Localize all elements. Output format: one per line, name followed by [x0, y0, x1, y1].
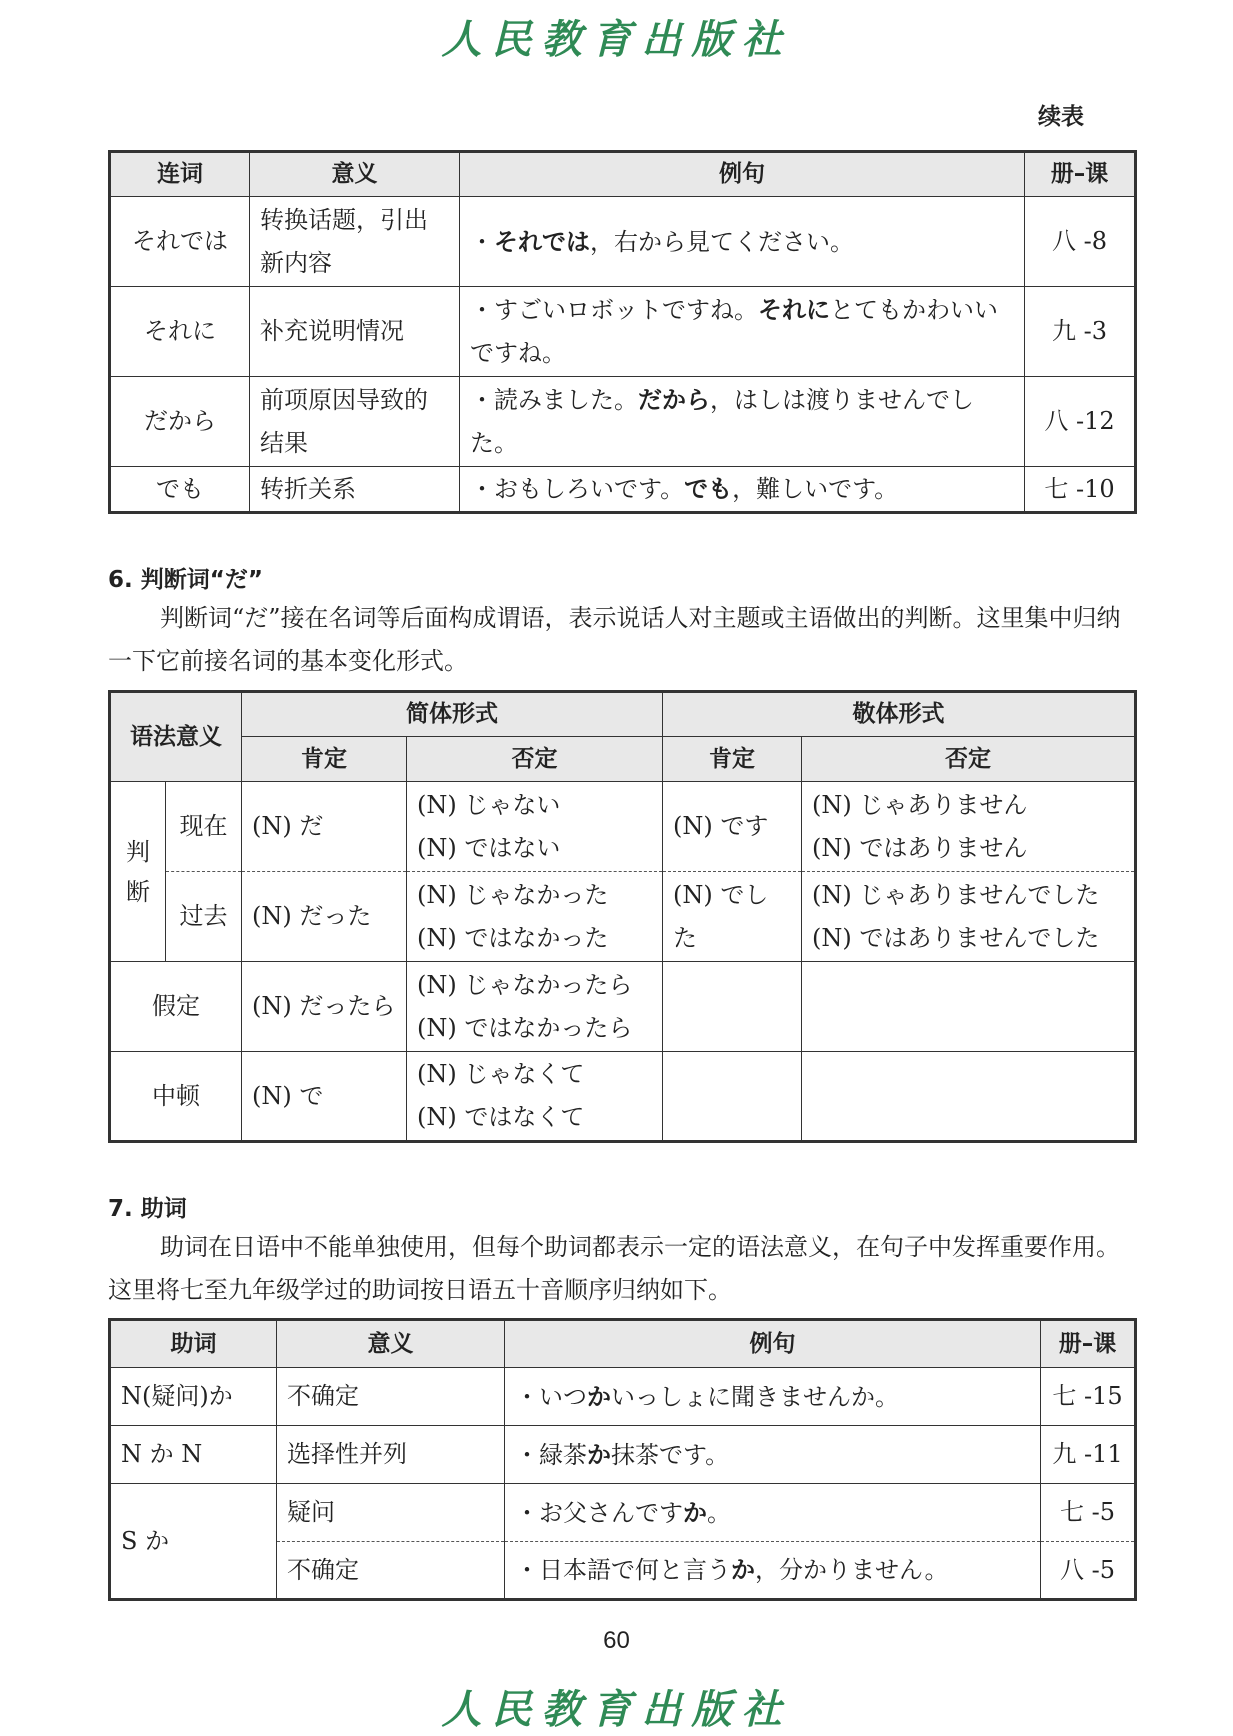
table-row: [110, 1368, 1136, 1426]
negative-header: 否定: [407, 737, 663, 782]
form-text: (N) じゃなくて: [417, 1060, 585, 1088]
lesson-ref-cell: 七 -10: [1025, 467, 1136, 513]
example-keyword: それでは: [494, 226, 590, 256]
pause-label: 中顿: [110, 1052, 242, 1142]
meaning-cell: 前项原因导致的结果: [250, 377, 460, 467]
affirmative-header: 肯定: [242, 737, 407, 782]
polite-affirmative-cell: (N) です: [663, 782, 802, 872]
particle-cell: S か: [110, 1484, 277, 1600]
conjunction-table: [108, 150, 1137, 514]
plain-negative-cell: [407, 1052, 663, 1142]
affirmative-header: 肯定: [663, 737, 802, 782]
copula-form-table: [108, 690, 1137, 1143]
example-cell: [505, 1368, 1041, 1426]
col-header: 例句: [460, 152, 1025, 197]
particle-table: [108, 1318, 1137, 1601]
meaning-cell: 不确定: [277, 1542, 505, 1600]
table-row: [110, 962, 1136, 1052]
example-text: ，分かりません。: [755, 1556, 949, 1584]
table-row: [110, 287, 1136, 377]
example-text: ・日本語で何と言う: [515, 1556, 731, 1584]
polite-form-header: 敬体形式: [663, 692, 1136, 737]
example-text: ・読みました。: [470, 386, 638, 414]
plain-affirmative-cell: (N) で: [242, 1052, 407, 1142]
section-heading: 7. 助词: [108, 1196, 187, 1222]
form-text: (N) じゃなかったら: [417, 970, 633, 999]
meaning-cell: 转换话题，引出新内容: [250, 197, 460, 287]
example-text: ・: [470, 227, 494, 256]
table-row: [110, 197, 1136, 287]
lesson-ref-cell: 九 -3: [1025, 287, 1136, 377]
example-text: 。: [707, 1498, 731, 1527]
meaning-cell: 疑问: [277, 1484, 505, 1542]
example-cell: [460, 467, 1025, 513]
meaning-cell: 不确定: [277, 1368, 505, 1426]
table-row: [110, 1426, 1136, 1484]
example-text: ，難しいです。: [732, 475, 899, 503]
negative-header: 否定: [802, 737, 1136, 782]
grammar-meaning-header: 语法意义: [110, 692, 242, 782]
example-keyword: それに: [758, 295, 830, 324]
meaning-cell: 选择性并列: [277, 1426, 505, 1484]
lesson-ref-cell: 八 -5: [1041, 1542, 1136, 1600]
section-paragraph: 判断词“だ”接在名词等后面构成谓语，表示说话人对主题或主语做出的判断。这里集中归纳一下它前接名词的基本变化形式。: [108, 604, 1121, 675]
example-cell: [460, 197, 1025, 287]
example-text: ・お父さんです: [515, 1498, 683, 1527]
conjunction-cell: だから: [110, 377, 250, 467]
form-text: (N) ではありません: [812, 833, 1028, 862]
example-keyword: だから: [638, 385, 710, 414]
particle-cell: N か N: [110, 1426, 277, 1484]
tense-label: 过去: [166, 872, 242, 962]
example-keyword: か: [587, 1439, 611, 1469]
conjunction-cell: それに: [110, 287, 250, 377]
lesson-ref-cell: 九 -11: [1041, 1426, 1136, 1484]
section-heading: 6. 判断词“だ”: [108, 567, 263, 593]
conjunction-cell: でも: [110, 467, 250, 513]
section-paragraph: 助词在日语中不能单独使用，但每个助词都表示一定的语法意义，在句子中发挥重要作用。这里将七至九年级学过的助词按日语五十音顺序归纳如下。: [108, 1233, 1120, 1304]
empty-cell: [663, 1052, 802, 1142]
form-text: (N) ではなかったら: [417, 1013, 633, 1042]
col-header: 连词: [110, 152, 250, 197]
lesson-ref-cell: 八 -12: [1025, 377, 1136, 467]
table-row: [110, 467, 1136, 513]
example-keyword: か: [683, 1497, 707, 1527]
example-text: ・おもしろいです。: [470, 475, 685, 503]
example-text: ・いつ: [515, 1382, 587, 1411]
example-keyword: か: [731, 1555, 755, 1584]
example-text: ・緑茶: [515, 1440, 587, 1469]
polite-negative-cell: [802, 782, 1136, 872]
example-text: とてもかわいいですね。: [470, 296, 998, 367]
form-text: (N) じゃありません: [812, 790, 1028, 819]
continued-table-label: 续表: [1038, 104, 1084, 130]
plain-negative-cell: [407, 962, 663, 1052]
col-header: 意义: [250, 152, 460, 197]
col-header: 册–课: [1025, 152, 1136, 197]
plain-affirmative-cell: (N) だったら: [242, 962, 407, 1052]
example-text: ，はしは渡りませんでした。: [470, 386, 974, 457]
judgment-label: 判断: [110, 782, 166, 962]
lesson-ref-cell: 八 -8: [1025, 197, 1136, 287]
publisher-logo-top: 人民教育出版社: [441, 16, 792, 63]
lesson-ref-cell: 七 -15: [1041, 1368, 1136, 1426]
example-cell: [505, 1484, 1041, 1542]
table-row: [110, 1484, 1136, 1542]
example-text: いっしょに聞きませんか。: [611, 1382, 899, 1411]
form-text: (N) ではなくて: [417, 1103, 585, 1131]
conjunction-cell: それでは: [110, 197, 250, 287]
meaning-cell: 转折关系: [250, 467, 460, 513]
plain-negative-cell: [407, 782, 663, 872]
conditional-label: 假定: [110, 962, 242, 1052]
page-number: 60: [603, 1627, 630, 1654]
form-text: (N) ではなかった: [417, 923, 609, 952]
example-keyword: か: [587, 1381, 611, 1411]
example-cell: [460, 287, 1025, 377]
example-text: ・すごいロボットですね。: [470, 296, 758, 324]
table-row: [110, 872, 1136, 962]
particle-cell: N(疑问)か: [110, 1368, 277, 1426]
empty-cell: [802, 962, 1136, 1052]
form-text: (N) じゃありませんでした: [812, 880, 1100, 909]
form-text: (N) じゃなかった: [417, 880, 609, 909]
col-header: 例句: [505, 1320, 1041, 1368]
col-header: 助词: [110, 1320, 277, 1368]
meaning-cell: 补充说明情况: [250, 287, 460, 377]
plain-negative-cell: [407, 872, 663, 962]
plain-form-header: 简体形式: [242, 692, 663, 737]
empty-cell: [802, 1052, 1136, 1142]
empty-cell: [663, 962, 802, 1052]
plain-affirmative-cell: (N) だった: [242, 872, 407, 962]
col-header: 意义: [277, 1320, 505, 1368]
example-cell: [505, 1426, 1041, 1484]
lesson-ref-cell: 七 -5: [1041, 1484, 1136, 1542]
example-cell: [505, 1542, 1041, 1600]
example-cell: [460, 377, 1025, 467]
tense-label: 现在: [166, 782, 242, 872]
polite-negative-cell: [802, 872, 1136, 962]
form-text: (N) じゃない: [417, 790, 561, 819]
col-header: 册–课: [1041, 1320, 1136, 1368]
form-text: (N) ではない: [417, 833, 561, 862]
example-keyword: でも: [684, 474, 733, 503]
plain-affirmative-cell: (N) だ: [242, 782, 407, 872]
polite-affirmative-cell: (N) でした: [663, 872, 802, 962]
form-text: (N) ではありませんでした: [812, 923, 1100, 952]
example-text: ，右から見てください。: [590, 227, 854, 256]
table-row: [110, 1052, 1136, 1142]
table-row: [110, 377, 1136, 467]
table-row: [110, 782, 1136, 872]
publisher-logo-bottom: 人民教育出版社: [441, 1686, 792, 1733]
example-text: 抹茶です。: [611, 1440, 730, 1469]
